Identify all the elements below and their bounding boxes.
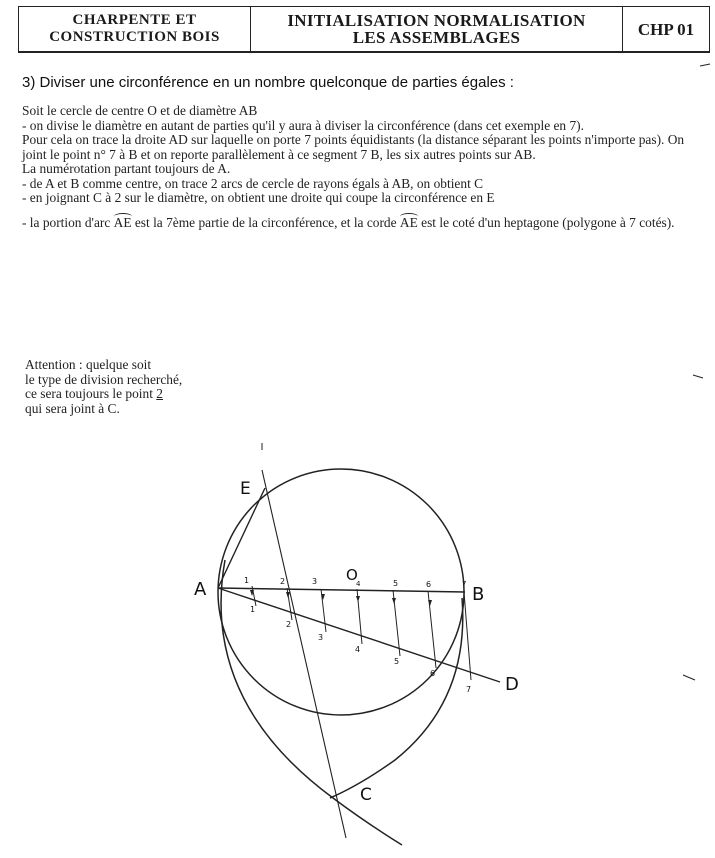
attention-line-4: qui sera joint à C. (25, 400, 120, 416)
arrow-6 (428, 600, 432, 606)
arrow-4 (356, 596, 360, 602)
paragraph-3: Pour cela on trace la droite AD sur laquelle on porte 7 points équidistants (la distance séparant les points n'importe pas). On joint le point n° 7 à B et on reporte parallèlement à ce segment 7 B, les six autres points sur AB. (22, 132, 685, 162)
attention-line-2: le type de division recherché, (25, 371, 183, 387)
diameter-tick-1: 1 (244, 576, 250, 585)
header-chapter-line1: INITIALISATION NORMALISATION (287, 11, 586, 30)
diameter-tick-2: 2 (280, 577, 286, 586)
diameter-tick-5: 5 (393, 579, 399, 588)
label-c: C (360, 785, 372, 805)
diameter-tick-4: 4 (356, 580, 361, 588)
attention-point-number: 2 (156, 386, 163, 401)
diameter-arrows (250, 590, 432, 606)
attention-line-3-text: ce sera toujours le point (25, 386, 157, 401)
label-a: A (194, 579, 207, 600)
header-code-text: CHP 01 (637, 19, 695, 39)
ad-tick-4: 4 (355, 645, 361, 654)
margin-mark-2 (693, 375, 703, 378)
ad-tick-1: 1 (250, 605, 256, 614)
section-title: 3) Diviser une circonférence en un nombre quelconque de parties égales : (22, 74, 514, 91)
ad-tick-labels (250, 605, 471, 694)
paragraph-6: - en joignant C à 2 sur le diamètre, on obtient une droite qui coupe la circonférence en E (22, 190, 495, 205)
line-ad (218, 588, 500, 682)
arc-centered-a (330, 598, 463, 798)
chord-ae (218, 488, 265, 588)
margin-mark-1 (700, 64, 710, 66)
label-o: O (346, 566, 358, 584)
paragraph-7-part-a: - la portion d'arc (22, 214, 114, 230)
arrow-5 (392, 598, 396, 604)
diameter-tick-3: 3 (312, 577, 318, 586)
ad-tick-2: 2 (286, 620, 292, 629)
paragraph-5: - de A et B comme centre, on trace 2 arcs de cercle de rayons égals à AB, on obtient C (22, 175, 484, 191)
parallel-lines (252, 586, 471, 680)
ad-tick-6: 6 (430, 669, 436, 678)
ad-tick-5: 5 (394, 657, 400, 666)
paragraph-7-part-b: est la 7ème partie de la circonférence, et la corde (131, 214, 400, 230)
label-d: D (505, 674, 519, 695)
diameter-tick-6: 6 (426, 580, 432, 589)
paragraph-7-part-c: est le coté d'un heptagone (polygone à 7 cotés). (417, 214, 675, 230)
paragraph-1: Soit le cercle de centre O et de diamètre AB (22, 103, 258, 118)
arc-ae-notation: AE (113, 214, 132, 230)
parallel-line-7b (464, 592, 471, 680)
arc-centered-b (221, 560, 402, 845)
attention-line-1: Attention : quelque soit (25, 357, 152, 372)
ad-tick-7: 7 (466, 685, 472, 694)
arrow-2 (286, 592, 290, 598)
paragraph-2: - on divise le diamètre en autant de parties qu'il y aura à diviser la circonférence (dans cet exemple en 7). (22, 117, 584, 133)
header-subject-line1: CHARPENTE ET (72, 12, 197, 28)
header-subject-line2: CONSTRUCTION BOIS (49, 29, 220, 45)
paragraph-4: La numérotation partant toujours de A. (22, 161, 231, 176)
label-e: E (240, 479, 251, 499)
header-chapter-line2: LES ASSEMBLAGES (352, 28, 521, 47)
margin-mark-3 (683, 675, 695, 680)
chord-ae-notation: AE (399, 214, 418, 230)
line-c-2-e (262, 470, 346, 838)
diameter-tick-7: 7 (462, 580, 467, 588)
label-b: B (472, 584, 485, 605)
margin-marks (683, 64, 710, 680)
ad-tick-3: 3 (318, 633, 324, 642)
